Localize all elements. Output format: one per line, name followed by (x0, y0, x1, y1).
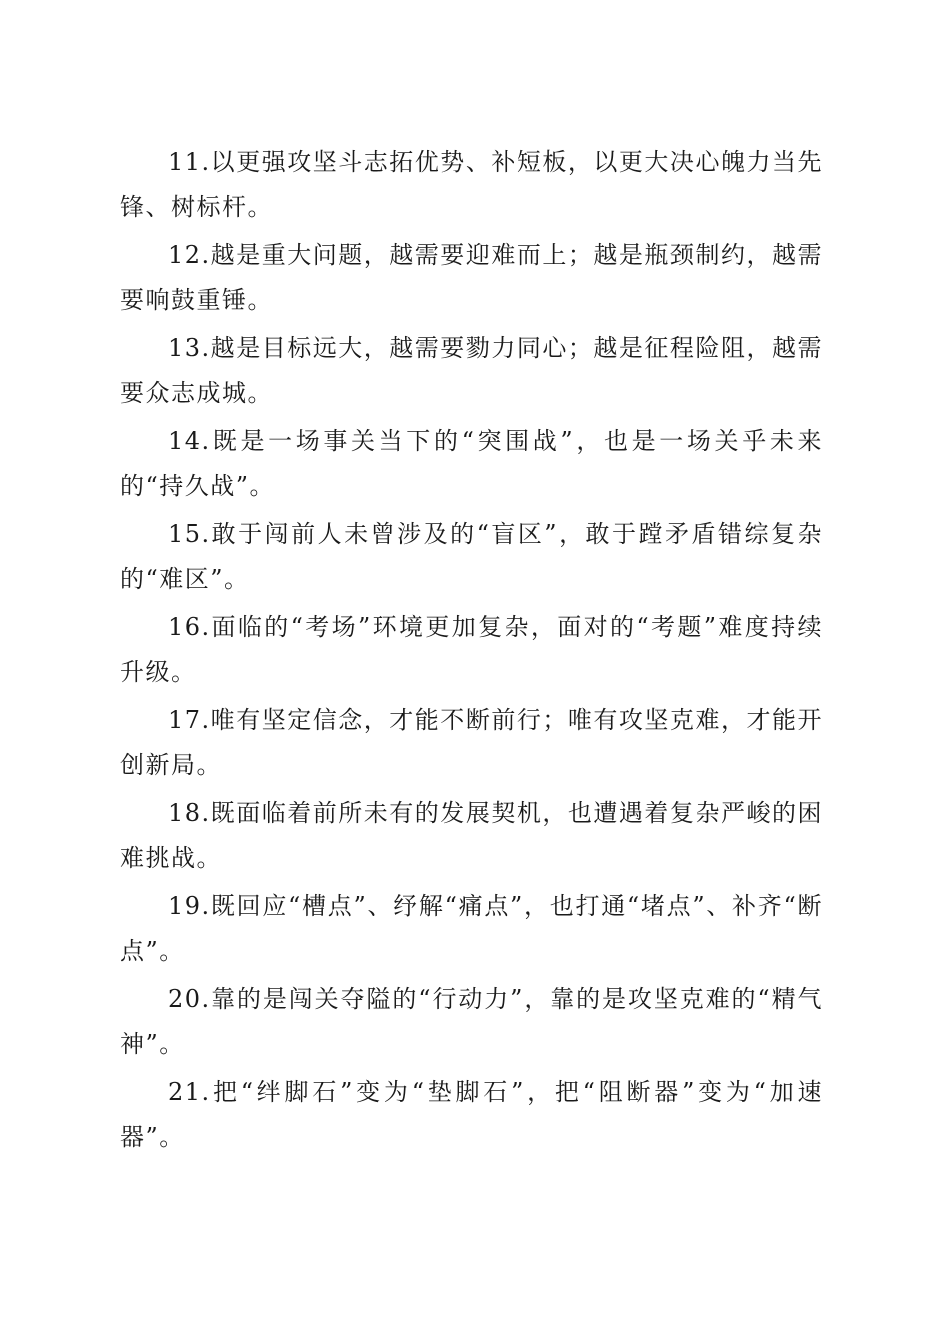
paragraph-14: 14.既是一场事关当下的“突围战”，也是一场关乎未来的“持久战”。 (120, 427, 823, 500)
paragraph-12: 12.越是重大问题，越需要迎难而上；越是瓶颈制约，越需要响鼓重锤。 (120, 241, 823, 314)
document-body (120, 140, 823, 1163)
paragraph-21: 21.把“绊脚石”变为“垫脚石”，把“阻断器”变为“加速器”。 (120, 1078, 823, 1151)
paragraph-13: 13.越是目标远大，越需要勠力同心；越是征程险阻，越需要众志成城。 (120, 334, 823, 407)
paragraph-11: 11.以更强攻坚斗志拓优势、补短板，以更大决心魄力当先锋、树标杆。 (120, 148, 823, 221)
paragraph-20: 20.靠的是闯关夺隘的“行动力”，靠的是攻坚克难的“精气神”。 (120, 985, 823, 1058)
paragraph-18: 18.既面临着前所未有的发展契机，也遭遇着复杂严峻的困难挑战。 (120, 799, 823, 872)
paragraph-19: 19.既回应“槽点”、纾解“痛点”，也打通“堵点”、补齐“断点”。 (120, 892, 823, 965)
paragraph-15: 15.敢于闯前人未曾涉及的“盲区”，敢于蹚矛盾错综复杂的“难区”。 (120, 520, 823, 593)
paragraph-16: 16.面临的“考场”环境更加复杂，面对的“考题”难度持续升级。 (120, 613, 823, 686)
paragraph-17: 17.唯有坚定信念，才能不断前行；唯有攻坚克难，才能开创新局。 (120, 706, 823, 779)
